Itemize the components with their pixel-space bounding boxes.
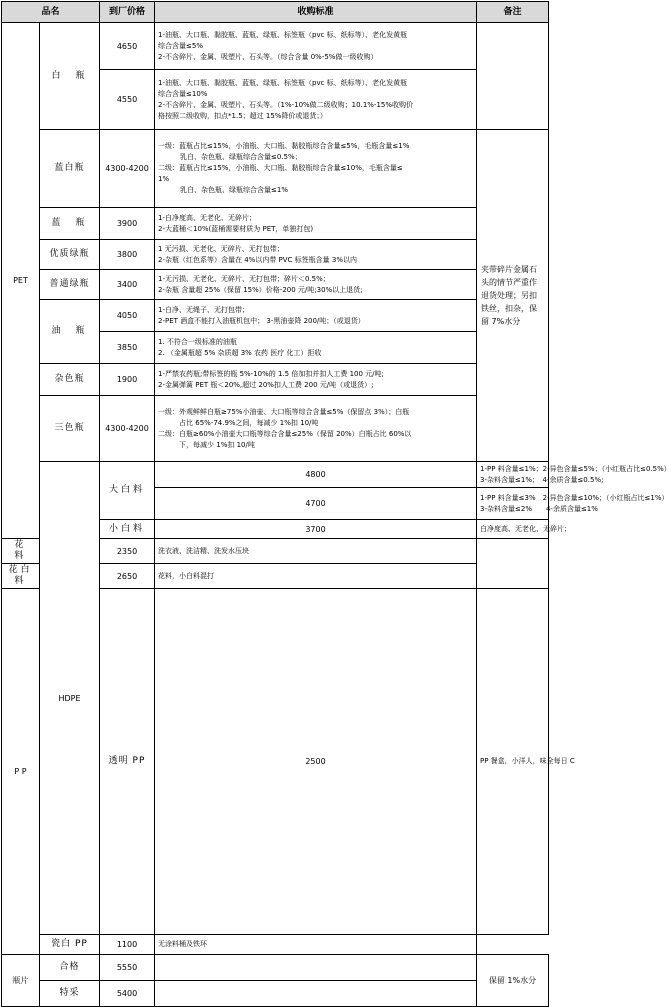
item-price: 4300-4200 <box>100 396 155 462</box>
table-row <box>2 23 549 70</box>
header-standard: 收购标准 <box>155 2 477 23</box>
item-standard: PP 餐盒，小洋人，味全每日 C <box>477 589 549 935</box>
item-standard: 无涂料桶及铁环 <box>155 935 477 955</box>
item-price: 4700 <box>155 488 477 520</box>
table-row <box>2 955 549 981</box>
item-standard: 1-无污损、无老化、无碎片、无打包带；碎片＜0.5%； 2-杂瓶 含量超 25%（保留 15%）价格-200 元/吨;30%以上退货; <box>155 270 477 300</box>
table-row <box>2 300 549 332</box>
item-name: 蓝 瓶 <box>40 208 100 240</box>
item-name: 特采 <box>40 981 100 1007</box>
item-standard: 1-白净、无绳子、无打包带； 2-PET 酒盒不能打入油瓶机包中； 3-黑油壶降 200/吨；（或退货） <box>155 300 477 332</box>
table-row <box>2 364 549 396</box>
item-name: 蓝白瓶 <box>40 130 100 208</box>
item-name: 普通绿瓶 <box>40 270 100 300</box>
item-price: 1100 <box>100 935 155 955</box>
item-name: 大白料 <box>100 462 155 520</box>
header-price: 到厂价格 <box>100 2 155 23</box>
item-name: 合格 <box>40 955 100 981</box>
item-standard <box>155 955 477 981</box>
note-cell <box>477 23 549 130</box>
item-name: 油 瓶 <box>40 300 100 364</box>
header-note: 备注 <box>477 2 549 23</box>
category-pp: P P <box>2 589 40 955</box>
item-name: 杂色瓶 <box>40 364 100 396</box>
item-standard: 一级：蓝瓶占比≤15%，小油瓶、大口瓶、黏胶瓶综合含量≤5%，毛瓶含量≤1% 乳白、杂色瓶、绿瓶综合含量≤0.5%； 二级：蓝瓶占比≤15%，小油瓶、大口瓶、黏胶瓶综合含量≤10%，毛瓶含量≤ 1% 乳白、杂色瓶、绿瓶综合含量≤1% <box>155 130 477 208</box>
item-standard: 1-PP 料含量≤3% 2-异色含量≤10%；（小红瓶占比≤1%） 3-杂料含量≤2% 4-余质含量≤1% <box>477 488 549 520</box>
item-standard: 1. 不符合一级标准的油瓶 2. （金属瓶超 5% 杂质超 3% 农药 医疗 化工）拒收 <box>155 332 477 364</box>
table-row <box>2 130 549 208</box>
item-price: 5400 <box>100 981 155 1007</box>
item-name: 小白料 <box>100 520 155 539</box>
item-standard: 1-严禁农药瓶;带标签的瓶 5%-10%的 1.5 倍加扣并扣人工费 100 元/吨; 2-金属弹簧 PET 瓶＜20%,超过 20%扣人工费 200 元/吨（或退货）; <box>155 364 477 396</box>
item-price: 4550 <box>100 70 155 130</box>
item-name: 白 瓶 <box>40 23 100 130</box>
item-name: 三色瓶 <box>40 396 100 462</box>
item-price: 2500 <box>155 589 477 935</box>
item-price: 2350 <box>100 539 155 564</box>
item-standard: 1-油瓶、大口瓶、黏胶瓶、蓝瓶、绿瓶、标签瓶（pvc 标、纸标等）、老化发黄瓶 综合含量≤5% 2-不含碎片、金属、吸塑片、石头等。（综合含量 0%-5%做一级收购） <box>155 23 477 70</box>
table-row <box>2 270 549 300</box>
item-name: 瓷白 PP <box>40 935 100 955</box>
item-name: 花白料 <box>2 564 40 589</box>
category-flakes: 瓶片 <box>2 955 40 1007</box>
item-standard: 1-油瓶、大口瓶、黏胶瓶、蓝瓶、绿瓶、标签瓶（pvc 标、纸标等）、老化发黄瓶 综合含量≤10% 2-不含碎片、金属、吸塑片、石头等。（1%-10%做二级收购；10.1%-15%收购价 格按照二级收购，扣点*1.5；超过 15%降价或退货；） <box>155 70 477 130</box>
table-row <box>2 396 549 462</box>
item-price: 3900 <box>100 208 155 240</box>
item-standard <box>155 981 477 1007</box>
item-standard: 白净度高、无老化、无碎片； <box>477 520 549 539</box>
item-price: 4650 <box>100 23 155 70</box>
item-price: 3700 <box>155 520 477 539</box>
item-standard: 一级：外观鲜鲜白瓶≥75%小油壶、大口瓶等综合含量≤5%（保留点 3%）；白瓶 占比 65%-74.9%之间，每减少 1%扣 10/吨 二级：白瓶≥60%小油壶大口瓶等综合含量≤25%（保留 20%）白瓶占比 60%以 下，每减少 1%扣 10/吨 <box>155 396 477 462</box>
table-row <box>2 981 549 1007</box>
item-standard: 1-白净度高、无老化、无碎片； 2-大蓝桶＜10%(蓝桶需要材质为 PET，单独打包) <box>155 208 477 240</box>
item-standard: 1-PP 料含量≤1%；2-异色含量≤5%；（小红瓶占比≤0.5%） 3-杂料含量≤1%； 4-余质含量≤0.5%; <box>477 462 549 488</box>
header-row <box>2 2 549 23</box>
item-name: 优质绿瓶 <box>40 240 100 270</box>
item-price: 1900 <box>100 364 155 396</box>
table-row <box>2 935 549 955</box>
item-name: 透明 PP <box>100 589 155 935</box>
category-pet: PET <box>2 23 40 539</box>
item-price: 3800 <box>100 240 155 270</box>
item-price: 4300-4200 <box>100 130 155 208</box>
item-standard: 花料，小白料混打 <box>155 564 477 589</box>
item-price: 3400 <box>100 270 155 300</box>
category-hdpe: HDPE <box>40 462 100 935</box>
item-standard: 洗衣液、洗洁精、洗发水压块 <box>155 539 477 564</box>
pet-note: 夹带碎片金属石头的情节严重作退货处理；另扣铁丝，扣杂，保留 7%水分 <box>477 130 549 462</box>
table-row <box>2 240 549 270</box>
item-price: 5550 <box>100 955 155 981</box>
header-category: 品名 <box>2 2 100 23</box>
table-row <box>2 462 549 488</box>
item-name: 花 料 <box>2 539 40 564</box>
item-standard: 1 无污损、无老化、无碎片、无打包带； 2-杂瓶（红色系等）含量在 4%以内带 PVC 标签瓶含量 3%以内 <box>155 240 477 270</box>
price-table <box>1 1 671 1007</box>
table-row <box>2 208 549 240</box>
item-price: 2650 <box>100 564 155 589</box>
item-price: 4800 <box>155 462 477 488</box>
flakes-note: 保留 1%水分 <box>477 955 549 1007</box>
item-price: 3850 <box>100 332 155 364</box>
item-price: 4050 <box>100 300 155 332</box>
